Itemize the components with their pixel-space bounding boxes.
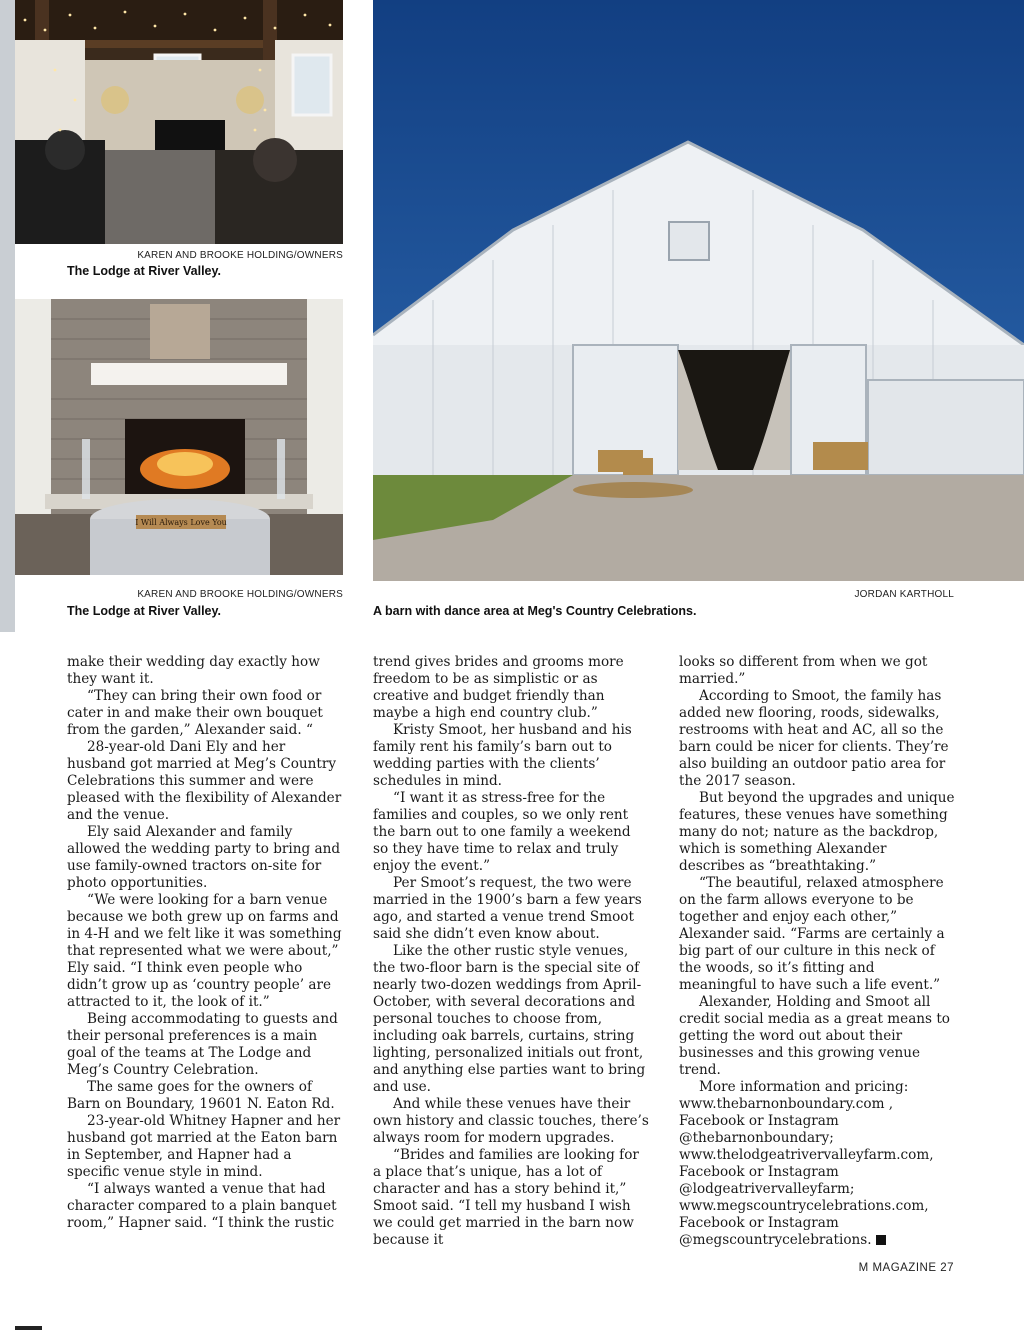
photo-credit: KAREN AND BROOKE HOLDING/OWNERS [137, 589, 343, 600]
paragraph: Like the other rustic style venues, the two-floor barn is the special site of nearly two-dozen weddings from April-October, with several decorations and personal touches to choose from, including oak barrels, curtains, string lighting, personalized initials out front, and anything else parties want to bring and use. [373, 943, 646, 1095]
paragraph: 23-year-old Whitney Hapner and her husband got married at the Eaton barn in September, and Hapner had a specific venue style in mind. [67, 1113, 341, 1180]
paragraph [679, 1079, 955, 1249]
white-barn-photo [373, 0, 1024, 581]
photo-credit: KAREN AND BROOKE HOLDING/OWNERS [137, 250, 343, 261]
photo-caption: The Lodge at River Valley. [67, 264, 221, 278]
lodge-fireplace-photo [15, 299, 343, 575]
paragraph: Kristy Smoot, her husband and his family rent his family’s barn out to wedding parties with the clients’ schedules in mind. [373, 722, 632, 789]
love-sign-text: I Will Always Love You [135, 518, 227, 527]
paragraph: looks so different from when we got married.” [679, 654, 928, 687]
paragraph: “I always wanted a venue that had character compared to a plain banquet room,” Hapner said. “I think the rustic [67, 1181, 337, 1231]
photo-credit: JORDAN KARTHOLL [854, 589, 954, 600]
contact-info: More information and pricing: www.thebarnonboundary.com , Facebook or Instagram @thebarnonboundary; www.thelodgeatrivervalleyfarm.com, Facebook or Instagram @lodgeatrivervalleyfarm; www.megscountrycelebrations.com, Facebook or Instagram @megscountrycelebrations. [679, 1079, 934, 1248]
paragraph: And while these venues have their own history and classic touches, there’s always room for modern upgrades. [373, 1096, 649, 1146]
photo-caption: A barn with dance area at Meg's Country Celebrations. [373, 604, 697, 618]
end-of-article-mark [876, 1235, 886, 1245]
paragraph: make their wedding day exactly how they want it. [67, 654, 320, 687]
article-column-3 [679, 654, 955, 1249]
paragraph: “The beautiful, relaxed atmosphere on the farm allows everyone to be together and enjoy each other,” Alexander said. “Farms are certainly a big part of our culture in this neck of the woods, so it’s fitting and meaningful to have such a life event.” [679, 875, 945, 993]
paragraph: “I want it as stress-free for the families and couples, so we only rent the barn out to one family a weekend so they have time to relax and truly enjoy the event.” [373, 790, 631, 874]
corner-mark [15, 1326, 42, 1330]
photo-caption: The Lodge at River Valley. [67, 604, 221, 618]
paragraph: 28-year-old Dani Ely and her husband got married at Meg’s Country Celebrations this summer and were pleased with the flexibility of Alexander and the venue. [67, 739, 342, 823]
page-folio: M MAGAZINE 27 [858, 1262, 954, 1274]
paragraph: trend gives brides and grooms more freedom to be as simplistic or as creative and budget friendly than maybe a high end country club.” [373, 654, 624, 721]
article-column-1 [67, 654, 343, 1232]
paragraph: Alexander, Holding and Smoot all credit social media as a great means to getting the word out about their businesses and this growing venue trend. [679, 994, 950, 1078]
paragraph: According to Smoot, the family has added new flooring, roods, sidewalks, restrooms with heat and AC, all so the barn could be nicer for clients. They’re also building an outdoor patio area for the 2017 season. [679, 688, 949, 789]
page-edge-strip [0, 0, 15, 632]
paragraph: But beyond the upgrades and unique features, these venues have something many do not; nature as the backdrop, which is something Alexander describes as “breathtaking.” [679, 790, 955, 874]
article-column-2 [373, 654, 649, 1249]
paragraph: “Brides and families are looking for a place that’s unique, has a lot of character and has a story behind it,” Smoot said. “I tell my husband I wish we could get married in the barn now because it [373, 1147, 639, 1248]
paragraph: Per Smoot’s request, the two were married in the 1900’s barn a few years ago, and started a venue trend Smoot said she didn’t even know about. [373, 875, 642, 942]
paragraph: Ely said Alexander and family allowed the wedding party to bring and use family-owned tractors on-site for photo opportunities. [67, 824, 341, 891]
paragraph: “We were looking for a barn venue because we both grew up on farms and in 4-H and we felt like it was something that represented what we were about,” Ely said. “I think even people who didn’t grow up as ‘country people’ are attracted to it, the look of it.” [67, 892, 342, 1010]
lodge-interior-photo [15, 0, 343, 244]
paragraph: “They can bring their own food or cater in and make their own bouquet from the garden,” Alexander said. “ [67, 688, 323, 738]
paragraph: Being accommodating to guests and their personal preferences is a main goal of the teams at The Lodge and Meg’s Country Celebration. [67, 1011, 338, 1078]
paragraph: The same goes for the owners of Barn on Boundary, 19601 N. Eaton Rd. [67, 1079, 335, 1112]
